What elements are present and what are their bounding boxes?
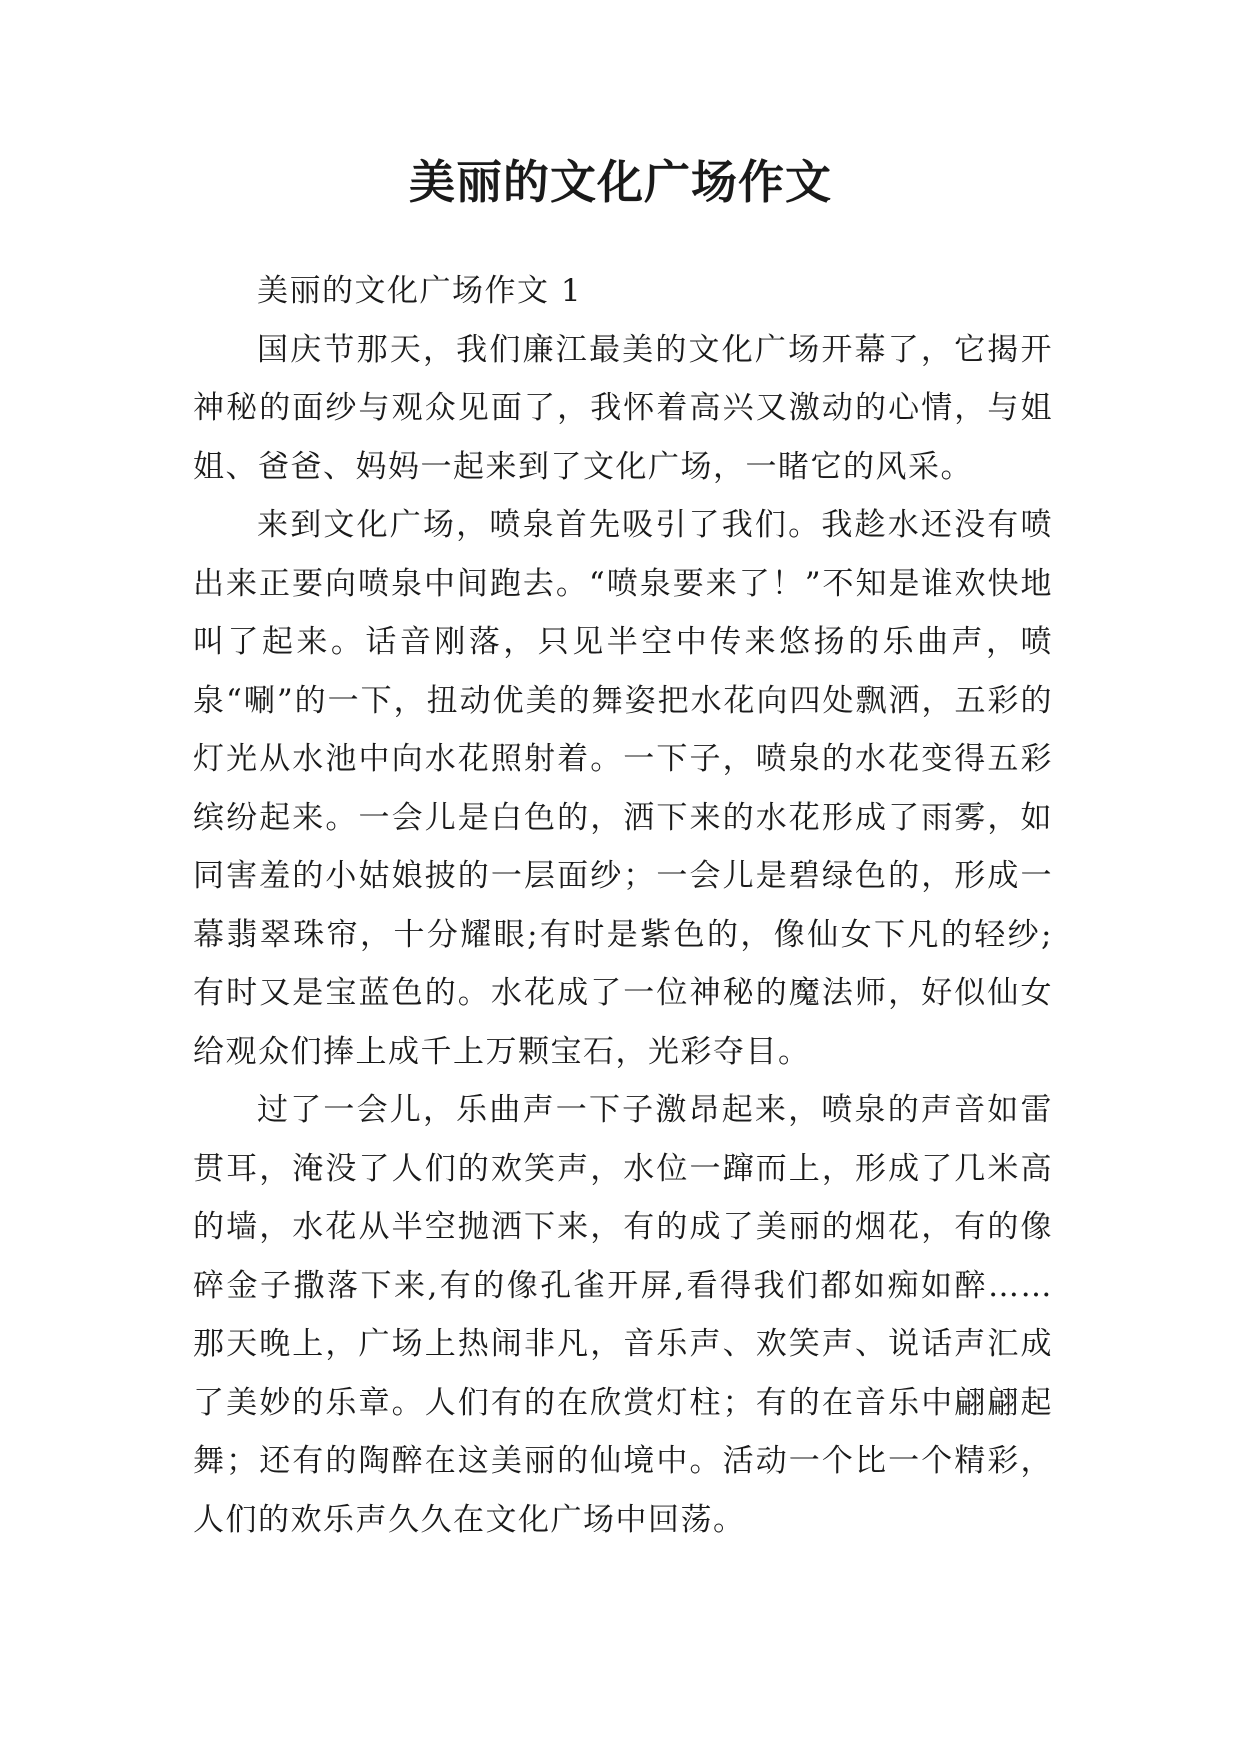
paragraph-2: 来到文化广场，喷泉首先吸引了我们。我趁水还没有喷出来正要向喷泉中间跑去。“喷泉要来了！”不知是谁欢快地叫了起来。话音刚落，只见半空中传来悠扬的乐曲声，喷泉“唰”的一下，扭动优美的舞姿把水花向四处飘洒，五彩的灯光从水池中向水花照射着。一下子，喷泉的水花变得五彩缤纷起来。一会儿是白色的，洒下来的水花形成了雨雾，如同害羞的小姑娘披的一层面纱；一会儿是碧绿色的，形成一幕翡翠珠帘，十分耀眼;有时是紫色的，像仙女下凡的轻纱;有时又是宝蓝色的。水花成了一位神秘的魔法师，好似仙女给观众们捧上成千上万颗宝石，光彩夺目。 xyxy=(193,507,1053,1070)
document-body xyxy=(193,262,1053,1549)
section-subheading: 美丽的文化广场作文 1 xyxy=(257,273,583,309)
page-title: 美丽的文化广场作文 xyxy=(409,155,832,209)
paragraph-1: 国庆节那天，我们廉江最美的文化广场开幕了，它揭开神秘的面纱与观众见面了，我怀着高兴又激动的心情，与姐姐、爸爸、妈妈一起来到了文化广场，一睹它的风采。 xyxy=(193,331,1053,485)
paragraph-3: 过了一会儿，乐曲声一下子激昂起来，喷泉的声音如雷贯耳，淹没了人们的欢笑声，水位一蹿而上，形成了几米高的墙，水花从半空抛洒下来，有的成了美丽的烟花，有的像碎金子撒落下来,有的像孔雀开屏,看得我们都如痴如醉……那天晚上，广场上热闹非凡，音乐声、欢笑声、说话声汇成了美妙的乐章。人们有的在欣赏灯柱；有的在音乐中翩翩起舞；还有的陶醉在这美丽的仙境中。活动一个比一个精彩，人们的欢乐声久久在文化广场中回荡。 xyxy=(193,1092,1053,1538)
